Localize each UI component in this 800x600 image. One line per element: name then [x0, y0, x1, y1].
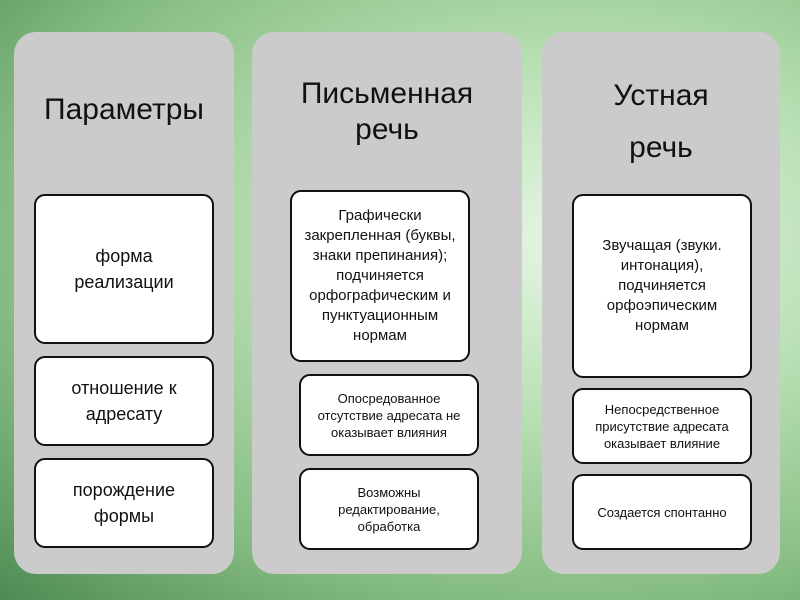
- oral-box-generation: Создается спонтанно: [572, 474, 752, 550]
- written-speech-column-title: Письменная речь: [300, 77, 474, 146]
- parameters-column: [14, 32, 234, 574]
- param-box-form-generation: порождение формы: [34, 458, 214, 548]
- oral-speech-column: [542, 32, 780, 574]
- oral-speech-column-title: Устная речь: [613, 79, 709, 164]
- written-box-generation: Возможны редактирование, обработка: [299, 468, 479, 550]
- oral-box-form: Звучащая (звуки. интонация), подчиняется орфоэпическим нормам: [572, 194, 752, 378]
- written-speech-column: [252, 32, 522, 574]
- written-box-addressee: Опосредованное отсутствие адресата не оказывает влияния: [299, 374, 479, 456]
- written-box-form: Графически закрепленная (буквы, знаки препинания); подчиняется орфографическим и пунктуационным нормам: [290, 190, 470, 362]
- param-box-addressee-relation: отношение к адресату: [34, 356, 214, 446]
- oral-box-addressee: Непосредственное присутствие адресата оказывает влияние: [572, 388, 752, 464]
- parameters-column-title: Параметры: [44, 93, 204, 126]
- param-box-realization-form: форма реализации: [34, 194, 214, 344]
